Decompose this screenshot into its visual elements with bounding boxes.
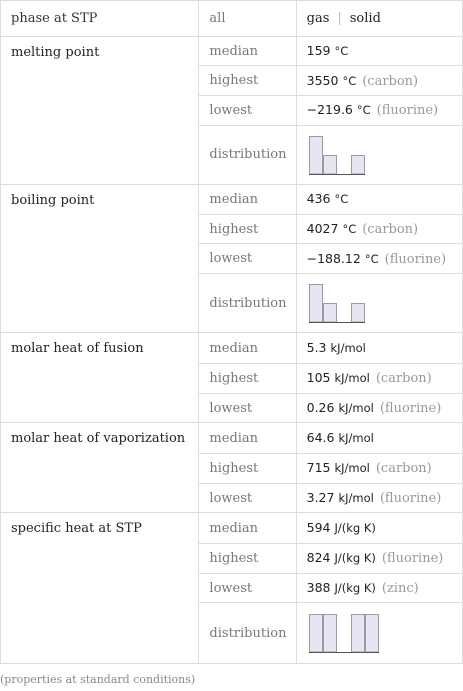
header-phase — [296, 1, 462, 37]
histogram-bar — [351, 155, 364, 174]
value-number: 436 — [306, 191, 331, 207]
specific-heat-median-value — [296, 513, 462, 544]
vaporization-lowest-value — [296, 483, 462, 513]
value-note: (carbon) — [375, 371, 432, 387]
melting-median-value — [296, 36, 462, 66]
fusion-label: molar heat of fusion — [1, 333, 199, 423]
value-number: 3.27 — [306, 490, 335, 506]
value-note: (carbon) — [362, 222, 419, 238]
melting-highest-label: highest — [199, 66, 296, 96]
histogram-bar — [309, 285, 322, 323]
value-unit: J/(kg K) — [334, 521, 376, 536]
value-number: 824 — [306, 550, 331, 566]
value-number: 159 — [306, 43, 331, 59]
specific-heat-highest-value — [296, 544, 462, 574]
specific-heat-distribution-histogram — [307, 611, 379, 655]
histogram-bar — [351, 615, 364, 653]
melting-distribution-label: distribution — [199, 125, 296, 184]
phase-gas: gas — [306, 10, 330, 26]
value-note: (carbon) — [362, 73, 419, 89]
histogram-bar — [365, 615, 378, 653]
fusion-highest-value — [296, 364, 462, 394]
value-note: (carbon) — [375, 461, 432, 477]
value-note: (fluorine) — [379, 401, 442, 417]
value-note: (fluorine) — [381, 551, 444, 567]
value-unit: kJ/mol — [338, 431, 374, 446]
value-number: −219.6 — [306, 102, 353, 118]
melting-distribution-histogram — [307, 133, 379, 177]
value-note: (fluorine) — [384, 251, 447, 267]
histogram-bar — [323, 615, 336, 653]
melting-distribution-cell — [296, 125, 462, 184]
value-number: −188.12 — [306, 250, 361, 266]
value-number: 64.6 — [306, 430, 335, 446]
value-number: 594 — [306, 520, 331, 536]
value-note: (fluorine) — [379, 491, 442, 507]
specific-heat-lowest-value — [296, 573, 462, 603]
boiling-median-label: median — [199, 185, 296, 215]
boiling-distribution-cell — [296, 274, 462, 333]
specific-heat-label: specific heat at STP — [1, 513, 199, 664]
value-number: 388 — [306, 580, 331, 596]
boiling-median-value — [296, 185, 462, 215]
value-number: 4027 — [306, 221, 339, 237]
specific-heat-highest-label: highest — [199, 544, 296, 574]
histogram-bar — [323, 304, 336, 323]
value-number: 5.3 — [306, 340, 327, 356]
vaporization-lowest-label: lowest — [199, 483, 296, 513]
fusion-highest-label: highest — [199, 364, 296, 394]
boiling-highest-value — [296, 214, 462, 244]
table-row — [1, 423, 463, 454]
value-unit: °C — [364, 251, 379, 266]
vaporization-median-label: median — [199, 423, 296, 454]
value-unit: kJ/mol — [338, 401, 374, 416]
value-note: (fluorine) — [376, 103, 439, 119]
boiling-point-label: boiling point — [1, 185, 199, 333]
specific-heat-median-label: median — [199, 513, 296, 544]
melting-lowest-label: lowest — [199, 96, 296, 126]
value-unit: °C — [334, 192, 349, 207]
specific-heat-distribution-cell — [296, 603, 462, 664]
value-unit: kJ/mol — [338, 491, 374, 506]
footnote: (properties at standard conditions) — [0, 673, 196, 686]
value-unit: °C — [356, 103, 371, 118]
vaporization-highest-value — [296, 454, 462, 484]
table-row — [1, 513, 463, 544]
boiling-distribution-histogram — [307, 281, 379, 325]
fusion-median-label: median — [199, 333, 296, 364]
specific-heat-distribution-label: distribution — [199, 603, 296, 664]
fusion-median-value — [296, 333, 462, 364]
table-row — [1, 36, 463, 66]
value-unit: kJ/mol — [334, 371, 370, 386]
table-row — [1, 185, 463, 215]
boiling-highest-label: highest — [199, 214, 296, 244]
phase-separator: | — [337, 10, 342, 26]
vaporization-median-value — [296, 423, 462, 454]
value-number: 715 — [306, 460, 331, 476]
histogram-bar — [323, 155, 336, 174]
histogram-bar — [351, 304, 364, 323]
melting-median-label: median — [199, 36, 296, 66]
value-number: 3550 — [306, 72, 339, 88]
value-note: (zinc) — [381, 581, 419, 597]
histogram-bar — [309, 615, 322, 653]
melting-lowest-value — [296, 96, 462, 126]
melting-point-label: melting point — [1, 36, 199, 184]
value-unit: °C — [334, 44, 349, 59]
value-unit: kJ/mol — [334, 461, 370, 476]
value-unit: °C — [342, 222, 357, 237]
header-property: phase at STP — [1, 1, 199, 37]
phase-solid: solid — [349, 10, 381, 26]
value-number: 105 — [306, 370, 331, 386]
melting-highest-value — [296, 66, 462, 96]
boiling-distribution-label: distribution — [199, 274, 296, 333]
value-unit: °C — [342, 73, 357, 88]
value-unit: kJ/mol — [330, 341, 366, 356]
specific-heat-lowest-label: lowest — [199, 573, 296, 603]
vaporization-label: molar heat of vaporization — [1, 423, 199, 513]
table-row — [1, 333, 463, 364]
value-unit: J/(kg K) — [334, 581, 376, 596]
vaporization-highest-label: highest — [199, 454, 296, 484]
boiling-lowest-value — [296, 244, 462, 274]
fusion-lowest-value — [296, 393, 462, 423]
boiling-lowest-label: lowest — [199, 244, 296, 274]
header-scope: all — [199, 1, 296, 37]
value-unit: J/(kg K) — [334, 551, 376, 566]
histogram-bar — [309, 136, 322, 174]
fusion-lowest-label: lowest — [199, 393, 296, 423]
header-row — [1, 1, 463, 37]
value-number: 0.26 — [306, 400, 335, 416]
